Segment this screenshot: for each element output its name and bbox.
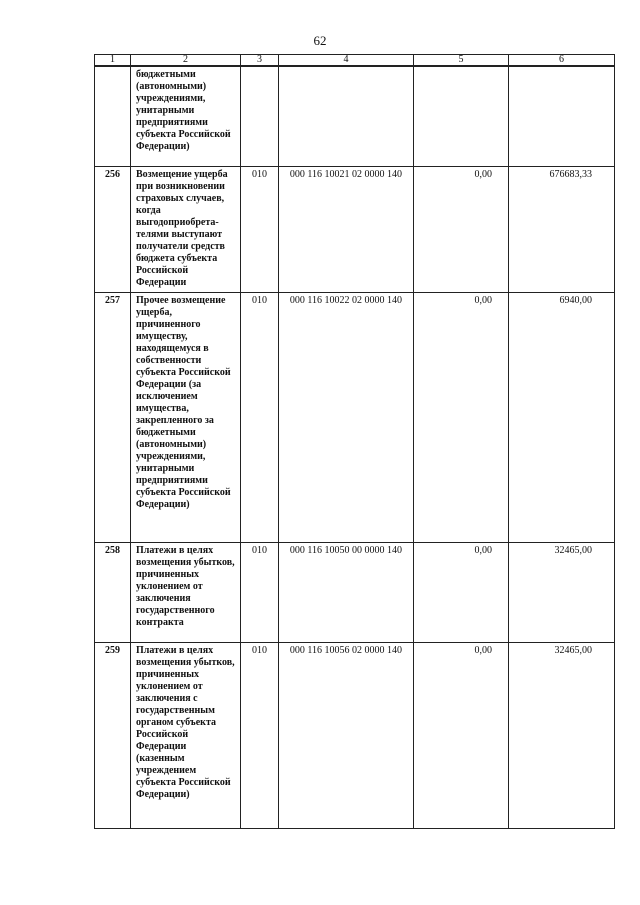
page-number: 62 — [313, 33, 327, 48]
header-col-2: 2 — [131, 55, 241, 67]
row-name: Возмещение ущерба при возникновении страховых случаев, когда выгодоприобрета-телями выступают получатели средств бюджета субъекта Российской Федерации — [131, 166, 241, 292]
row-budget-code: 000 116 10022 02 0000 140 — [279, 292, 414, 542]
table-row — [95, 292, 615, 542]
row-budget-code: 000 116 10056 02 0000 140 — [279, 642, 414, 828]
header-col-3: 3 — [241, 55, 279, 67]
table-row — [95, 542, 615, 642]
header-col-5: 5 — [414, 55, 509, 67]
row-admin-code — [241, 66, 279, 166]
header-col-1: 1 — [95, 55, 131, 67]
row-admin-code: 010 — [241, 642, 279, 828]
row-name: бюджетными (автономными) учреждениями, унитарными предприятиями субъекта Российской Федерации) — [131, 66, 241, 166]
row-number: 256 — [95, 166, 131, 292]
table-row — [95, 66, 615, 166]
row-admin-code: 010 — [241, 292, 279, 542]
row-value-5: 0,00 — [414, 542, 509, 642]
header-col-6: 6 — [509, 55, 615, 67]
row-value-5 — [414, 66, 509, 166]
row-value-5: 0,00 — [414, 166, 509, 292]
row-budget-code: 000 116 10021 02 0000 140 — [279, 166, 414, 292]
row-value-5: 0,00 — [414, 292, 509, 542]
row-budget-code: 000 116 10050 00 0000 140 — [279, 542, 414, 642]
row-value-6: 6940,00 — [509, 292, 615, 542]
header-row — [95, 55, 615, 67]
row-name: Платежи в целях возмещения убытков, причиненных уклонением от заключения государственного контракта — [131, 542, 241, 642]
row-value-6: 676683,33 — [509, 166, 615, 292]
table-row — [95, 642, 615, 828]
row-name: Прочее возмещение ущерба, причиненного имуществу, находящемуся в собственности субъекта Российской Федерации (за исключением имущества, закрепленного за бюджетными (автономными) учреждениями, унитарными предприятиями субъекта Российской Федерации) — [131, 292, 241, 542]
row-number — [95, 66, 131, 166]
budget-table — [94, 54, 615, 829]
row-value-6: 32465,00 — [509, 542, 615, 642]
row-admin-code: 010 — [241, 166, 279, 292]
row-budget-code — [279, 66, 414, 166]
header-col-4: 4 — [279, 55, 414, 67]
row-number: 257 — [95, 292, 131, 542]
row-number: 258 — [95, 542, 131, 642]
row-name: Платежи в целях возмещения убытков, причиненных уклонением от заключения с государственным органом субъекта Российской Федерации (казенным учреждением субъекта Российской Федерации) — [131, 642, 241, 828]
row-value-6: 32465,00 — [509, 642, 615, 828]
row-value-5: 0,00 — [414, 642, 509, 828]
row-number: 259 — [95, 642, 131, 828]
row-value-6 — [509, 66, 615, 166]
row-admin-code: 010 — [241, 542, 279, 642]
table-row — [95, 166, 615, 292]
